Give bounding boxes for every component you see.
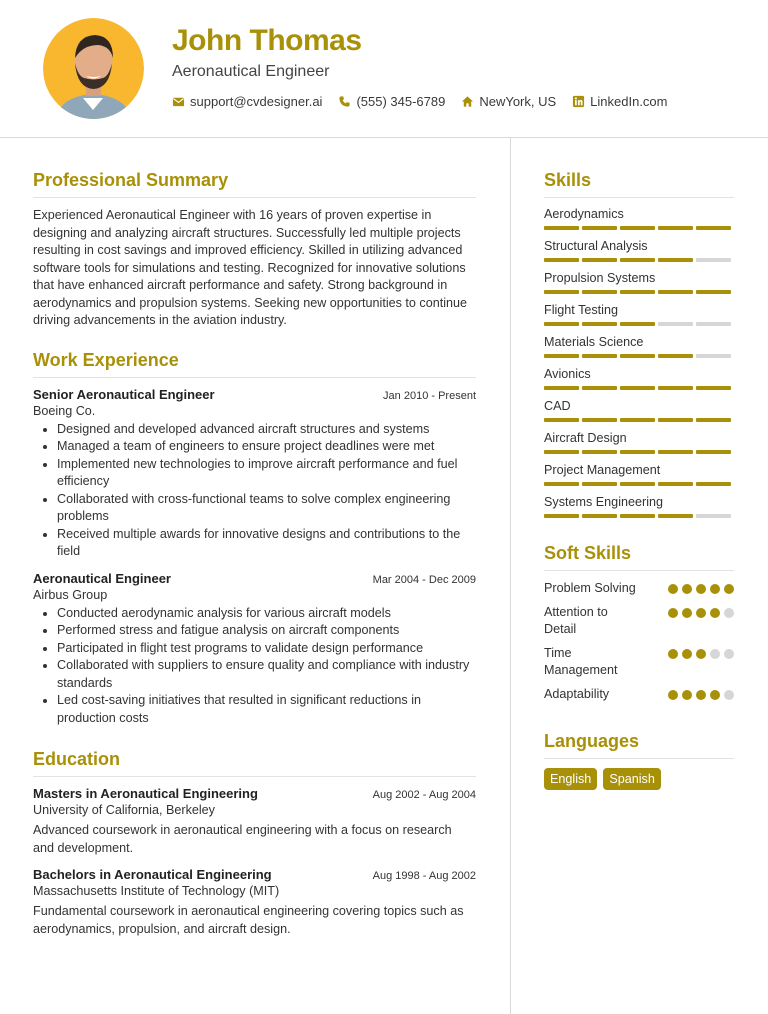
contact-location-text: NewYork, US bbox=[479, 94, 557, 109]
home-icon bbox=[461, 95, 474, 108]
skill-bar-segment bbox=[620, 450, 655, 454]
degree-title: Bachelors in Aeronautical Engineering bbox=[33, 867, 272, 882]
rating-dot bbox=[696, 608, 706, 618]
rating-dot bbox=[696, 690, 706, 700]
skill-bar-segment bbox=[620, 418, 655, 422]
candidate-name: John Thomas bbox=[172, 24, 362, 57]
contact-email[interactable] bbox=[172, 94, 322, 109]
soft-skill-item bbox=[544, 686, 734, 704]
job-bullet: Managed a team of engineers to ensure project deadlines were met bbox=[57, 438, 476, 456]
languages-list bbox=[544, 768, 734, 790]
skill-item bbox=[544, 335, 734, 358]
candidate-title: Aeronautical Engineer bbox=[172, 63, 330, 80]
languages-heading: Languages bbox=[544, 731, 734, 759]
soft-skills-list bbox=[544, 580, 734, 703]
skill-name: Aerodynamics bbox=[544, 207, 624, 221]
skill-bar-segment bbox=[658, 258, 693, 262]
skill-bar-segment bbox=[544, 290, 579, 294]
skill-bar-segment bbox=[582, 290, 617, 294]
job-bullet: Designed and developed advanced aircraft structures and systems bbox=[57, 421, 476, 439]
skill-name: Flight Testing bbox=[544, 303, 618, 317]
skill-item bbox=[544, 367, 734, 390]
skill-bar-segment bbox=[544, 418, 579, 422]
skill-bar bbox=[544, 482, 734, 486]
skill-name: Avionics bbox=[544, 367, 591, 381]
main-column bbox=[33, 170, 476, 944]
skill-bar-segment bbox=[620, 482, 655, 486]
skill-bar-segment bbox=[658, 482, 693, 486]
rating-dot bbox=[668, 608, 678, 618]
soft-skill-name: Attention to Detail bbox=[544, 604, 608, 636]
skill-bar bbox=[544, 258, 734, 262]
rating-dot bbox=[724, 690, 734, 700]
rating-dot bbox=[724, 608, 734, 618]
contact-phone-text: (555) 345-6789 bbox=[356, 94, 446, 109]
skill-bar bbox=[544, 322, 734, 326]
job-company: Boeing Co. bbox=[33, 403, 96, 418]
skill-bar-segment bbox=[658, 354, 693, 358]
skill-item bbox=[544, 207, 734, 230]
skill-bar-segment bbox=[544, 482, 579, 486]
skill-bar-segment bbox=[696, 354, 731, 358]
job-bullet: Implemented new technologies to improve aircraft performance and fuel efficiency bbox=[57, 456, 476, 491]
job-company: Airbus Group bbox=[33, 587, 108, 602]
skill-bar bbox=[544, 514, 734, 518]
skill-bar-segment bbox=[696, 290, 731, 294]
education-entry bbox=[33, 786, 476, 857]
job-bullet: Conducted aerodynamic analysis for various aircraft models bbox=[57, 605, 476, 623]
skill-item bbox=[544, 399, 734, 422]
education-description: Fundamental coursework in aeronautical engineering covering topics such as aerodynamics, propulsion, and aircraft design. bbox=[33, 904, 464, 936]
soft-skills-heading: Soft Skills bbox=[544, 543, 734, 571]
contact-email-text: support@cvdesigner.ai bbox=[190, 94, 323, 109]
job-bullet: Led cost-saving initiatives that resulted in significant reductions in production costs bbox=[57, 692, 476, 727]
skill-bar-segment bbox=[620, 258, 655, 262]
skill-bar-segment bbox=[582, 450, 617, 454]
education-entry bbox=[33, 867, 476, 938]
skill-bar-segment bbox=[582, 258, 617, 262]
job-bullets bbox=[33, 421, 476, 561]
job-bullet: Received multiple awards for innovative designs and contributions to the field bbox=[57, 526, 476, 561]
skill-bar-segment bbox=[582, 322, 617, 326]
skill-bar-segment bbox=[696, 226, 731, 230]
skill-item bbox=[544, 495, 734, 518]
rating-dot bbox=[682, 608, 692, 618]
rating-dot bbox=[682, 649, 692, 659]
job-bullet: Collaborated with suppliers to ensure quality and compliance with industry standards bbox=[57, 657, 476, 692]
skill-name: Materials Science bbox=[544, 335, 644, 349]
skill-bar-segment bbox=[544, 450, 579, 454]
soft-skill-rating bbox=[668, 584, 734, 594]
language-badge: Spanish bbox=[603, 768, 661, 790]
skill-bar-segment bbox=[696, 258, 731, 262]
skill-bar-segment bbox=[582, 226, 617, 230]
soft-skill-name: Time Management bbox=[544, 645, 618, 677]
skill-bar-segment bbox=[620, 322, 655, 326]
skill-bar bbox=[544, 450, 734, 454]
skill-bar-segment bbox=[696, 482, 731, 486]
skill-bar-segment bbox=[544, 514, 579, 518]
phone-icon bbox=[338, 95, 351, 108]
rating-dot bbox=[668, 690, 678, 700]
skill-bar-segment bbox=[658, 418, 693, 422]
soft-skill-name: Problem Solving bbox=[544, 581, 636, 595]
job-title: Senior Aeronautical Engineer bbox=[33, 386, 215, 402]
skill-bar bbox=[544, 290, 734, 294]
contact-phone[interactable] bbox=[338, 94, 445, 109]
contact-location bbox=[461, 94, 556, 109]
skill-item bbox=[544, 271, 734, 294]
school-name: Massachusetts Institute of Technology (MIT) bbox=[33, 884, 280, 898]
degree-title: Masters in Aeronautical Engineering bbox=[33, 786, 258, 801]
skill-bar bbox=[544, 418, 734, 422]
skill-bar-segment bbox=[696, 450, 731, 454]
summary-heading: Professional Summary bbox=[33, 170, 476, 198]
rating-dot bbox=[710, 649, 720, 659]
skill-bar-segment bbox=[544, 258, 579, 262]
job-bullets bbox=[33, 605, 476, 728]
skills-list bbox=[544, 207, 734, 518]
skill-bar-segment bbox=[658, 226, 693, 230]
job-date: Jan 2010 - Present bbox=[383, 389, 476, 402]
skill-bar-segment bbox=[658, 322, 693, 326]
sidebar-column bbox=[544, 170, 734, 790]
skill-bar-segment bbox=[582, 482, 617, 486]
skill-item bbox=[544, 463, 734, 486]
skill-name: CAD bbox=[544, 399, 571, 413]
soft-skill-rating bbox=[668, 608, 734, 618]
rating-dot bbox=[668, 584, 678, 594]
skill-name: Aircraft Design bbox=[544, 431, 627, 445]
rating-dot bbox=[710, 690, 720, 700]
education-date: Aug 1998 - Aug 2002 bbox=[372, 870, 476, 882]
skill-name: Structural Analysis bbox=[544, 239, 648, 253]
contact-linkedin[interactable] bbox=[572, 94, 667, 109]
soft-skill-rating bbox=[668, 649, 734, 659]
skill-bar-segment bbox=[582, 354, 617, 358]
summary-text: Experienced Aeronautical Engineer with 16 years of proven expertise in designing and analyzing aircraft structures. Successfully led multiple projects resulting in cost savings and improved efficiency. Skilled in utilizing advanced software tools for simulations and testing. Recognized for innovative solutions that have enhanced aircraft performance and safety. Strong background in aerodynamics and propulsion systems. Seeking new opportunities to continue driving advancements in the aviation industry. bbox=[33, 208, 468, 327]
rating-dot bbox=[682, 584, 692, 594]
education-heading: Education bbox=[33, 749, 476, 777]
job-title: Aeronautical Engineer bbox=[33, 570, 171, 586]
rating-dot bbox=[724, 584, 734, 594]
skill-bar-segment bbox=[544, 226, 579, 230]
rating-dot bbox=[696, 584, 706, 594]
resume-header bbox=[0, 0, 768, 138]
rating-dot bbox=[668, 649, 678, 659]
linkedin-icon bbox=[572, 95, 585, 108]
job-bullet: Participated in flight test programs to validate design performance bbox=[57, 640, 476, 658]
job-date: Mar 2004 - Dec 2009 bbox=[372, 573, 476, 586]
education-date: Aug 2002 - Aug 2004 bbox=[372, 789, 476, 801]
skill-bar-segment bbox=[620, 354, 655, 358]
skill-bar-segment bbox=[582, 386, 617, 390]
column-divider bbox=[510, 138, 511, 1014]
job-entry bbox=[33, 571, 476, 728]
soft-skill-item bbox=[544, 604, 734, 639]
skill-bar-segment bbox=[620, 514, 655, 518]
skill-bar-segment bbox=[544, 386, 579, 390]
skill-item bbox=[544, 303, 734, 326]
rating-dot bbox=[710, 608, 720, 618]
skill-bar-segment bbox=[696, 514, 731, 518]
soft-skill-item bbox=[544, 580, 734, 598]
education-description: Advanced coursework in aeronautical engineering with a focus on research and development. bbox=[33, 823, 452, 855]
rating-dot bbox=[682, 690, 692, 700]
contact-list bbox=[172, 94, 668, 109]
skill-bar-segment bbox=[582, 514, 617, 518]
job-entry bbox=[33, 387, 476, 561]
skill-bar-segment bbox=[696, 322, 731, 326]
skill-bar-segment bbox=[658, 450, 693, 454]
rating-dot bbox=[696, 649, 706, 659]
contact-linkedin-text: LinkedIn.com bbox=[590, 94, 668, 109]
skill-name: Project Management bbox=[544, 463, 661, 477]
skill-bar-segment bbox=[582, 418, 617, 422]
skill-bar bbox=[544, 354, 734, 358]
soft-skill-name: Adaptability bbox=[544, 686, 610, 701]
skill-bar-segment bbox=[658, 290, 693, 294]
skill-bar-segment bbox=[544, 354, 579, 358]
skill-bar-segment bbox=[620, 226, 655, 230]
skill-bar-segment bbox=[620, 386, 655, 390]
language-badge: English bbox=[544, 768, 597, 790]
job-bullet: Performed stress and fatigue analysis on aircraft components bbox=[57, 622, 476, 640]
skill-name: Propulsion Systems bbox=[544, 271, 656, 285]
experience-heading: Work Experience bbox=[33, 350, 476, 378]
skill-bar-segment bbox=[544, 322, 579, 326]
avatar bbox=[43, 18, 144, 119]
skill-bar bbox=[544, 226, 734, 230]
school-name: University of California, Berkeley bbox=[33, 803, 215, 817]
skill-bar-segment bbox=[696, 386, 731, 390]
skill-bar-segment bbox=[658, 514, 693, 518]
skill-bar-segment bbox=[696, 418, 731, 422]
job-bullet: Collaborated with cross-functional teams to solve complex engineering problems bbox=[57, 491, 476, 526]
skill-item bbox=[544, 239, 734, 262]
skill-bar-segment bbox=[620, 290, 655, 294]
rating-dot bbox=[710, 584, 720, 594]
soft-skill-item bbox=[544, 645, 734, 680]
skill-item bbox=[544, 431, 734, 454]
soft-skill-rating bbox=[668, 690, 734, 700]
skill-bar-segment bbox=[658, 386, 693, 390]
rating-dot bbox=[724, 649, 734, 659]
skills-heading: Skills bbox=[544, 170, 734, 198]
mail-icon bbox=[172, 95, 185, 108]
skill-name: Systems Engineering bbox=[544, 495, 664, 509]
skill-bar bbox=[544, 386, 734, 390]
